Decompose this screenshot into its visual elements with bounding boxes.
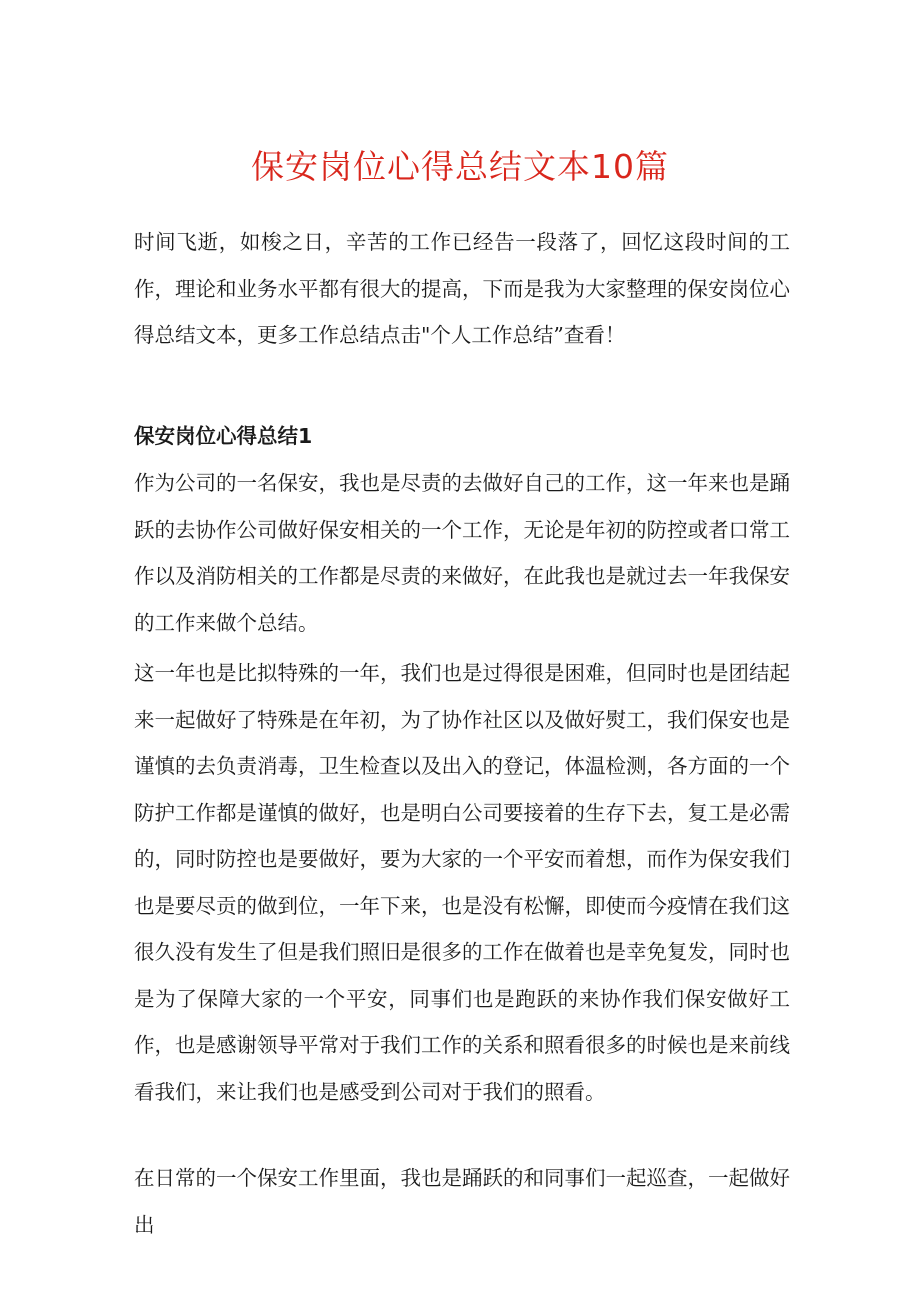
body-paragraph-3: 在日常的一个保安工作里面，我也是踊跃的和同事们一起巡查，一起做好出 <box>134 1166 790 1237</box>
body-paragraph-2: 这一年也是比拟特殊的一年，我们也是过得很是困难，但同时也是团结起来一起做好了特殊是在年初，为了协作社区以及做好熨工，我们保安也是谨慎的去负责消毒，卫生检查以及出入的登记，体温检测，各方面的一个防护工作都是谨慎的做好，也是明白公司要接着的生存下去，复工是必需的，同时防控也是要做好，要为大家的一个平安而着想，而作为保安我们也是要尽贡的做到位，一年下来，也是没有松懈，即使而今疫情在我们这很久没有发生了但是我们照旧是很多的工作在做着也是幸免复发，同时也是为了保障大家的一个平安，同事们也是跑跃的来协作我们保安做好工作，也是感谢领导平常对于我们工作的关系和照看很多的时候也是来前线看我们，来让我们也是感受到公司对于我们的照看。 <box>134 661 790 1104</box>
intro-paragraph: 时间飞逝，如梭之日，辛苦的工作已经告一段落了，回忆这段时间的工作，理论和业务水平都有很大的提高，下而是我为大家整理的保安岗位心得总结文本，更多工作总结点击"个人工作总结”查看！ <box>134 230 790 347</box>
body-paragraph-1: 作为公司的一名保安，我也是尽责的去做好自己的工作，这一年来也是踊跃的去协作公司做好保安相关的一个工作，无论是年初的防控或者口常工作以及消防相关的工作都是尽责的来做好，在此我也是就过去一年我保安的工作来做个总结。 <box>134 471 790 635</box>
document-title: 保安岗位心得总结文本10篇 <box>251 147 669 186</box>
section-heading: 保安岗位心得总结1 <box>134 424 313 448</box>
